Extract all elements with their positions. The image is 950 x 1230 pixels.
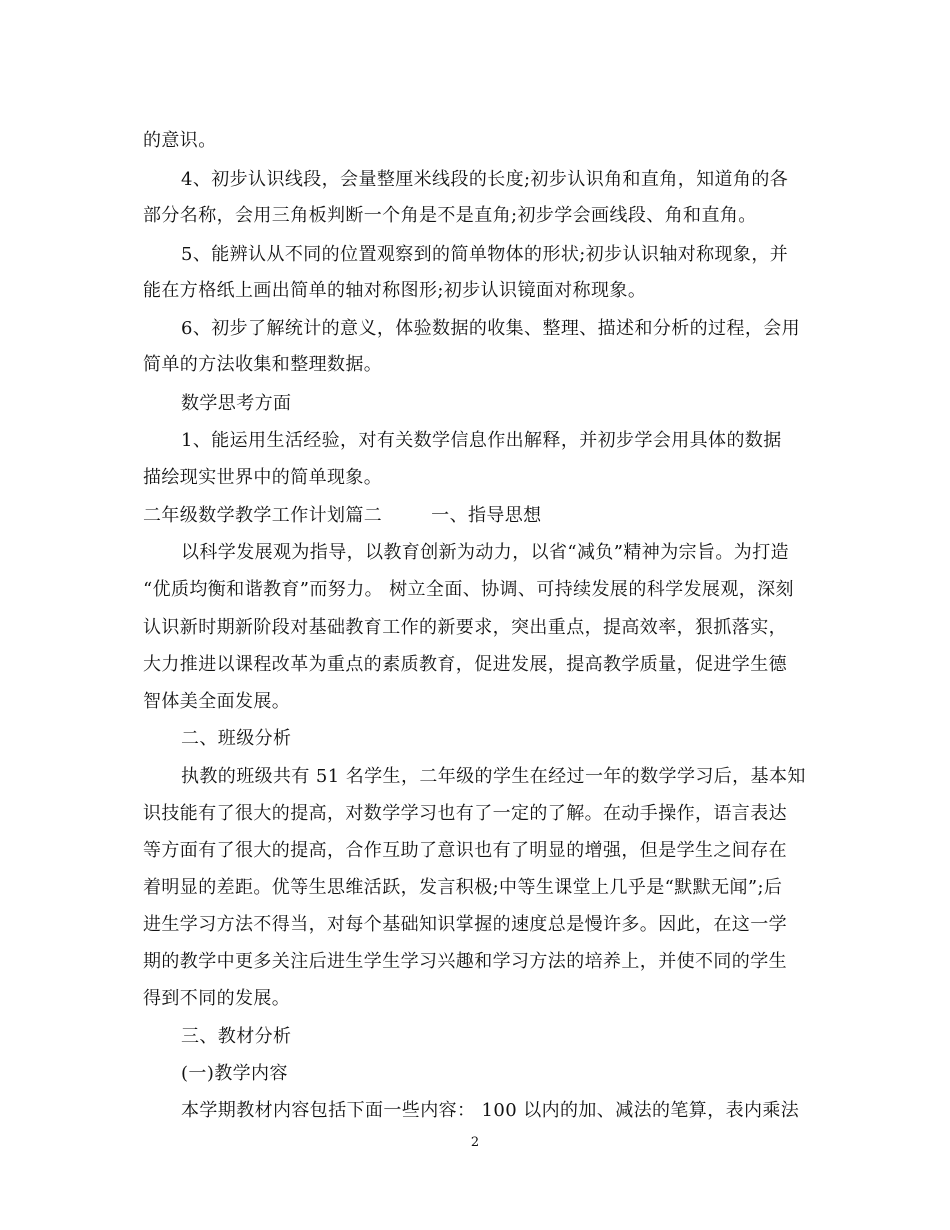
text-line: 5、能辨认从不同的位置观察到的简单物体的形状;初步认识轴对称现象，并 bbox=[181, 244, 789, 265]
text-line: “优质均衡和谐教育”而努力。 树立全面、协调、可持续发展的科学发展观，深刻 bbox=[143, 579, 794, 600]
text-line: 简单的方法收集和整理数据。 bbox=[143, 354, 383, 375]
text-line: 以科学发展观为指导，以教育创新为动力，以省“减负”精神为宗旨。为打造 bbox=[181, 542, 790, 563]
text-line: 进生学习方法不得当，对每个基础知识掌握的速度总是慢许多。因此，在这一学 bbox=[143, 914, 787, 935]
section-heading: 三、教材分析 bbox=[181, 1026, 292, 1047]
section-heading: 数学思考方面 bbox=[181, 393, 292, 414]
text-line: 的意识。 bbox=[143, 130, 217, 151]
text-line: 着明显的差距。优等生思维活跃，发言积极;中等生课堂上几乎是“默默无闻”;后 bbox=[143, 877, 783, 898]
text-line: 识技能有了很大的提高，对数学学习也有了一定的了解。在动手操作，语言表达 bbox=[143, 803, 787, 824]
section-heading: 二、班级分析 bbox=[181, 728, 292, 749]
text-line: 部分名称，会用三角板判断一个角是不是直角;初步学会画线段、角和直角。 bbox=[143, 205, 757, 226]
text-line: 期的教学中更多关注后进生学生学习兴趣和学习方法的培养上，并使不同的学生 bbox=[143, 951, 787, 972]
text-line: 认识新时期新阶段对基础教育工作的新要求，突出重点，提高效率，狠抓落实， bbox=[143, 617, 787, 638]
text-line: 本学期教材内容包括下面一些内容： 100 以内的加、减法的笔算，表内乘法 bbox=[181, 1100, 800, 1121]
text-line: 执教的班级共有 51 名学生，二年级的学生在经过一年的数学学习后，基本知 bbox=[181, 766, 806, 787]
subsection-heading: (一)教学内容 bbox=[181, 1063, 288, 1084]
text-line: 6、初步了解统计的意义，体验数据的收集、整理、描述和分析的过程，会用 bbox=[181, 318, 801, 339]
text-line: 4、初步认识线段，会量整厘米线段的长度;初步认识角和直角，知道角的各 bbox=[181, 169, 789, 190]
page-number: 2 bbox=[470, 1135, 480, 1150]
text-line: 描绘现实世界中的简单现象。 bbox=[143, 467, 383, 488]
text-line: 等方面有了很大的提高，合作互助了意识也有了明显的增强，但是学生之间存在 bbox=[143, 840, 787, 861]
text-line: 智体美全面发展。 bbox=[143, 691, 291, 712]
text-line: 1、能运用生活经验，对有关数学信息作出解释，并初步学会用具体的数据 bbox=[181, 430, 782, 451]
text-line: 得到不同的发展。 bbox=[143, 988, 291, 1009]
section-title: 二年级数学教学工作计划篇二 一、指导思想 bbox=[143, 505, 542, 526]
text-line: 大力推进以课程改革为重点的素质教育，促进发展，提高教学质量，促进学生德 bbox=[143, 654, 787, 675]
text-line: 能在方格纸上画出简单的轴对称图形;初步认识镜面对称现象。 bbox=[143, 280, 647, 301]
